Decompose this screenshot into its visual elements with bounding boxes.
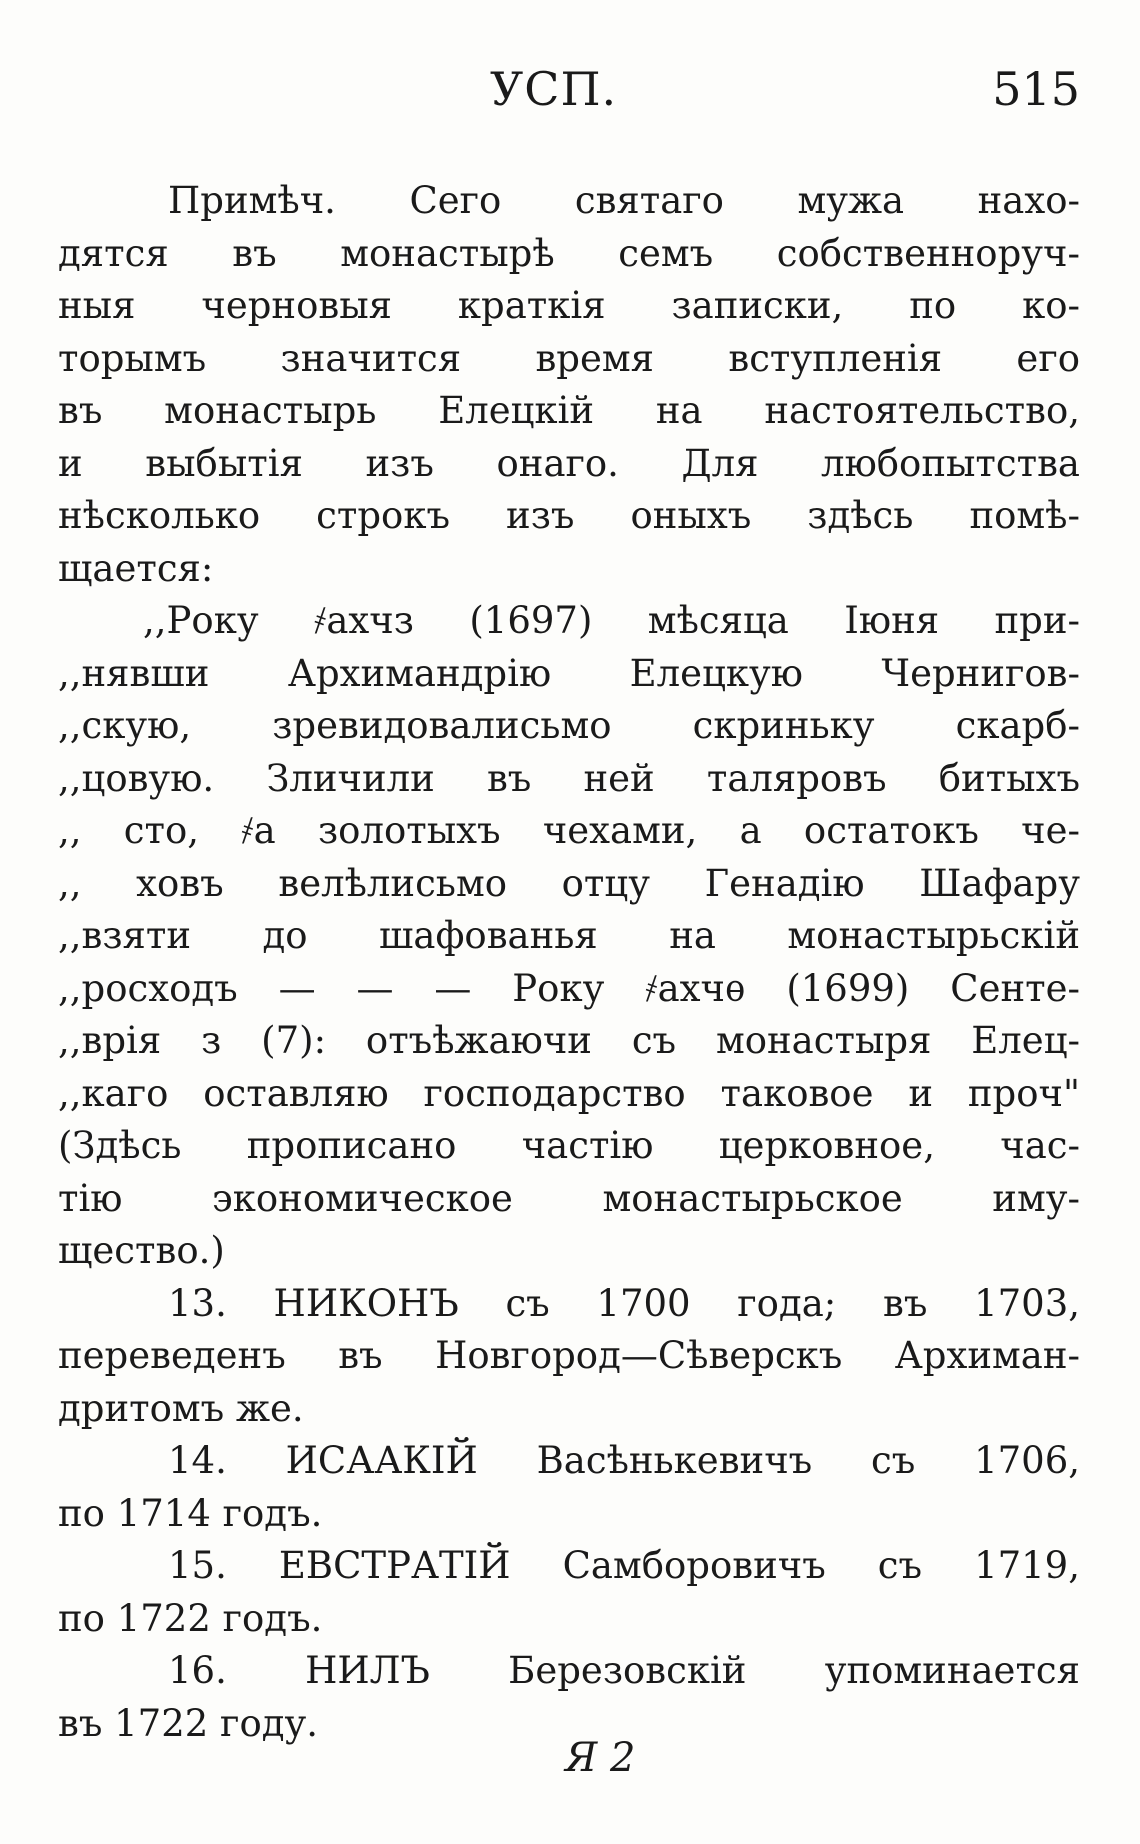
entry-line: дритомъ же. <box>58 1386 304 1430</box>
entry-line: 13. НИКОНЪ съ 1700 года; въ 1703, <box>168 1281 1080 1325</box>
text-line: дятся въ монастырѣ семъ собственноруч- <box>58 231 1080 275</box>
quote-line: ,,скую, зревидовалисьмо скриньку скарб- <box>58 704 1080 747</box>
quote-line: щество.) <box>58 1229 225 1272</box>
text-line: и выбытія изъ онаго. Для любопытства <box>58 441 1080 485</box>
entry-line: по 1722 годъ. <box>58 1596 323 1640</box>
page-number: 515 <box>992 62 1080 116</box>
entry-line: 14. ИСААКІЙ Васѣнькевичъ съ 1706, <box>168 1439 1080 1482</box>
quote-line: ,,росходъ — — — Року ҂ахчѳ (1699) Сенте- <box>58 966 1080 1010</box>
quote-line: ,,взяти до шафованья на монастырьскій <box>58 914 1080 957</box>
text-line: торымъ значится время вступленія его <box>58 336 1080 380</box>
text-line: ныя черновыя краткія записки, по ко- <box>58 284 1080 327</box>
entry-13 <box>58 1278 1080 1436</box>
quote-line: ,, сто, ҂а золотыхъ чехами, а остатокъ че- <box>58 809 1080 852</box>
signature-mark: Я 2 <box>565 1735 636 1781</box>
note-paragraph <box>58 175 1080 595</box>
text-line: Примѣч. Сего святаго мужа нахо- <box>168 179 1080 222</box>
quote-block <box>58 595 1080 1278</box>
text-line: щается: <box>58 546 214 590</box>
entry-14 <box>58 1435 1080 1540</box>
quote-line: ,,врія з (7): отъѣжаючи съ монастыря Елец- <box>58 1019 1080 1062</box>
running-head: УСП. <box>490 62 618 116</box>
entry-line: переведенъ въ Новгород—Сѣверскъ Архиман- <box>58 1334 1080 1377</box>
page-body <box>58 175 1080 1750</box>
entry-line: 16. НИЛЪ Березовскій упоминается <box>168 1649 1080 1692</box>
quote-line: ,,Року ҂ахчз (1697) мѣсяца Іюня при- <box>143 599 1080 642</box>
entry-line: 15. ЕВСТРАТІЙ Самборовичъ съ 1719, <box>168 1544 1080 1587</box>
quote-line: ,,цовую. Зличили въ ней таляровъ битыхъ <box>58 756 1080 800</box>
quote-line: (Здѣсь прописано частію церковное, час- <box>58 1124 1080 1167</box>
text-line: въ монастырь Елецкій на настоятельство, <box>58 389 1080 432</box>
text-line: нѣсколько строкъ изъ оныхъ здѣсь помѣ- <box>58 494 1080 537</box>
entry-line: по 1714 годъ. <box>58 1491 323 1535</box>
quote-line: тію экономическое монастырьское иму- <box>58 1176 1080 1220</box>
quote-line: ,,нявши Архимандрію Елецкую Чернигов- <box>58 651 1080 695</box>
quote-line: ,,каго оставляю господарство таковое и проч" <box>58 1071 1080 1115</box>
entry-line: въ 1722 году. <box>58 1701 319 1745</box>
page-header <box>0 62 1140 122</box>
quote-line: ,, ховъ велѣлисьмо отцу Генадію Шафару <box>58 861 1080 905</box>
entry-15 <box>58 1540 1080 1645</box>
